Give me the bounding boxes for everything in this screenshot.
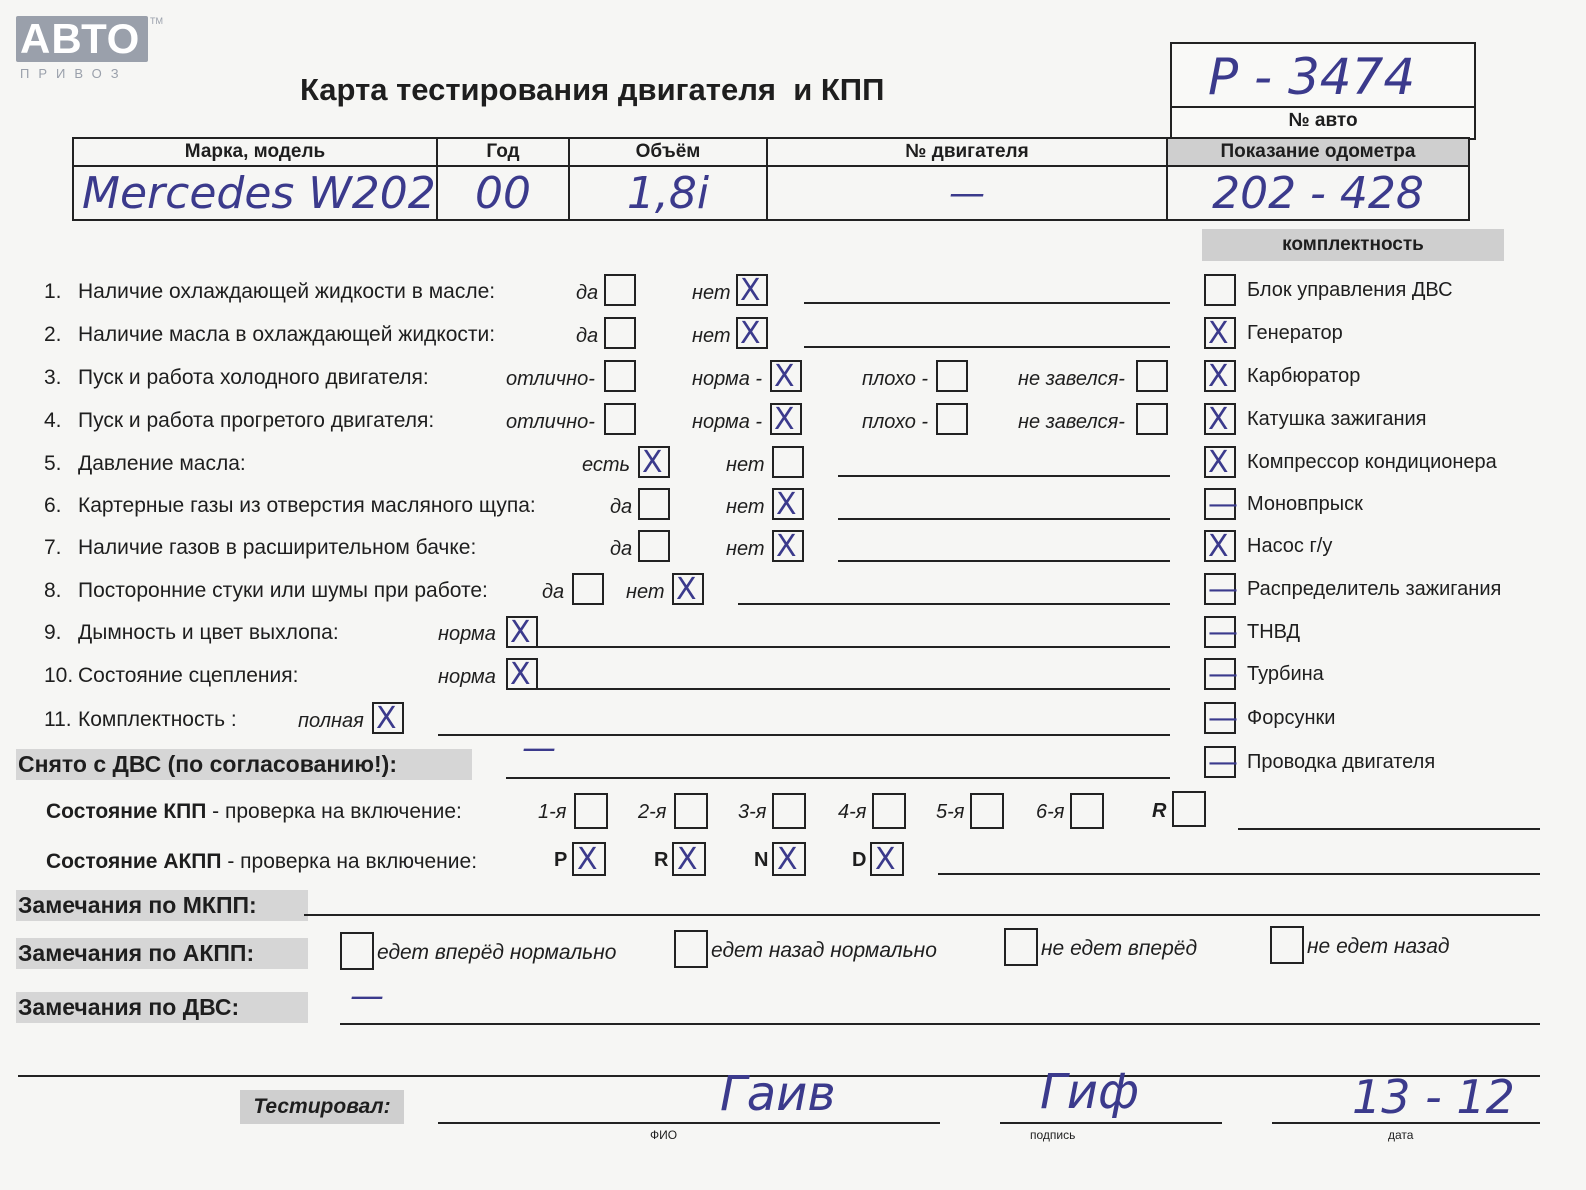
remarks-mkpp-label: Замечания по МКПП:: [16, 890, 308, 921]
tested-date-caption: дата: [1388, 1128, 1414, 1142]
q7-no-checkbox[interactable]: X: [772, 530, 804, 562]
kpp-gear-3-checkbox[interactable]: [772, 793, 806, 829]
q4-text: Пуск и работа прогретого двигателя:: [78, 409, 435, 432]
kpp-gear-5-label: 5-я: [936, 801, 965, 823]
q3-opt-bad-label: плохо -: [862, 368, 929, 390]
value-engine-number[interactable]: —: [767, 166, 1167, 220]
q2-note-line: [804, 346, 1170, 348]
q8-no-checkbox[interactable]: X: [672, 573, 704, 605]
komplekt-2-label: Генератор: [1247, 322, 1343, 344]
komplekt-3-checkbox[interactable]: X: [1204, 360, 1236, 392]
q7-text: Наличие газов в расширительном бачке:: [78, 536, 477, 559]
q8-yes-checkbox[interactable]: [572, 573, 604, 605]
akpp-label: Состояние АКПП - проверка на включение:: [46, 850, 478, 873]
logo-main: АВТО: [16, 16, 148, 62]
akpp-n-label: N: [754, 849, 769, 871]
remarks-akpp-label: Замечания по АКПП:: [16, 938, 308, 969]
kpp-gear-2-checkbox[interactable]: [674, 793, 708, 829]
q10-opt-normal-label: норма: [438, 666, 496, 688]
q3-bad-checkbox[interactable]: [936, 360, 968, 392]
auto-number-value: Р - 3474: [1208, 48, 1416, 106]
tested-label: Тестировал:: [240, 1090, 404, 1124]
komplekt-7-label: Насос г/у: [1247, 535, 1333, 557]
akpp-remark-3-label: не едет вперёд: [1041, 937, 1198, 960]
akpp-p-checkbox[interactable]: X: [572, 842, 606, 876]
tested-sign-line: [1000, 1122, 1222, 1124]
q11-full-checkbox[interactable]: X: [372, 702, 404, 734]
komplekt-9-checkbox[interactable]: —: [1204, 616, 1236, 648]
q8-opt-no-label: нет: [626, 581, 665, 603]
kpp-gear-1-checkbox[interactable]: [574, 793, 608, 829]
kpp-gear-6-checkbox[interactable]: [1070, 793, 1104, 829]
tested-fio-caption: ФИО: [650, 1128, 678, 1142]
removed-label: Снято с ДВС (по согласованию!):: [16, 749, 472, 780]
q3-text: Пуск и работа холодного двигателя:: [78, 366, 429, 389]
q9-normal-checkbox[interactable]: X: [506, 616, 538, 648]
q2-opt-no-label: нет: [692, 325, 731, 347]
akpp-remark-4-label: не едет назад: [1307, 935, 1450, 958]
kpp-gear-2-label: 2-я: [638, 801, 667, 823]
q9-text: Дымность и цвет выхлопа:: [78, 621, 339, 644]
komplekt-12-label: Проводка двигателя: [1247, 751, 1436, 773]
kpp-gear-4-checkbox[interactable]: [872, 793, 906, 829]
remarks-mkpp-line: [304, 914, 1540, 916]
komplekt-4-checkbox[interactable]: X: [1204, 403, 1236, 435]
q7-note-line: [838, 560, 1170, 562]
komplekt-9-label: ТНВД: [1247, 621, 1301, 643]
vehicle-header-table: [72, 137, 1470, 221]
q1-text: Наличие охлаждающей жидкости в масле:: [78, 280, 496, 303]
akpp-r-label: R: [654, 849, 669, 871]
col-engine-number: № двигателя: [767, 138, 1167, 166]
tested-fio-line: [438, 1122, 940, 1124]
akpp-remark-4-checkbox[interactable]: [1270, 926, 1304, 964]
kpp-gear-3-label: 3-я: [738, 801, 767, 823]
q5-yes-checkbox[interactable]: X: [638, 446, 670, 478]
q3-opt-normal-label: норма -: [692, 368, 763, 390]
q5-opt-no-label: нет: [726, 454, 765, 476]
value-odometer[interactable]: 202 - 428: [1167, 166, 1469, 220]
akpp-d-label: D: [852, 849, 867, 871]
q1-no-checkbox[interactable]: X: [736, 274, 768, 306]
q6-text: Картерные газы из отверстия масляного щупа:: [78, 494, 536, 517]
q9-note-line: [538, 646, 1170, 648]
removed-value: —: [522, 728, 556, 768]
q7-opt-no-label: нет: [726, 538, 765, 560]
q9-num: 9.: [44, 621, 62, 644]
q10-text: Состояние сцепления:: [78, 664, 299, 687]
akpp-remark-1-checkbox[interactable]: [340, 932, 374, 970]
kpp-gear-r-label: R: [1152, 800, 1167, 822]
logo-tm: TM: [150, 16, 163, 26]
q1-note-line: [804, 302, 1170, 304]
col-year: Год: [437, 138, 569, 166]
q6-note-line: [838, 518, 1170, 520]
komplekt-5-label: Компрессор кондиционера: [1247, 451, 1497, 473]
q4-excellent-checkbox[interactable]: [604, 403, 636, 435]
q6-opt-yes-label: да: [610, 496, 633, 518]
tested-date-line: [1272, 1122, 1540, 1124]
q4-opt-bad-label: плохо -: [862, 411, 929, 433]
q3-num: 3.: [44, 366, 62, 389]
q4-opt-normal-label: норма -: [692, 411, 763, 433]
page-title: Карта тестирования двигателя и КПП: [300, 72, 885, 107]
kpp-line: [1238, 828, 1540, 830]
q5-num: 5.: [44, 452, 62, 475]
q4-bad-checkbox[interactable]: [936, 403, 968, 435]
komplekt-10-label: Турбина: [1247, 663, 1324, 685]
logo: [16, 15, 163, 81]
kpp-gear-1-label: 1-я: [538, 801, 567, 823]
value-volume[interactable]: 1,8i: [569, 166, 767, 220]
q5-note-line: [838, 475, 1170, 477]
q6-yes-checkbox[interactable]: [638, 488, 670, 520]
q8-note-line: [738, 603, 1170, 605]
tested-name: Гаив: [720, 1066, 836, 1122]
q3-opt-nostart-label: не завелся-: [1018, 368, 1125, 390]
q2-no-checkbox[interactable]: X: [736, 317, 768, 349]
komplekt-3-label: Карбюратор: [1247, 365, 1361, 387]
q1-num: 1.: [44, 280, 62, 303]
q1-opt-yes-label: да: [576, 282, 599, 304]
value-make-model[interactable]: Mercedes W202: [73, 166, 437, 220]
akpp-p-label: P: [554, 849, 568, 871]
akpp-d-checkbox[interactable]: X: [870, 842, 904, 876]
q10-num: 10.: [44, 664, 74, 687]
akpp-remark-2-checkbox[interactable]: [674, 930, 708, 968]
value-year[interactable]: 00: [437, 166, 569, 220]
q6-no-checkbox[interactable]: X: [772, 488, 804, 520]
q3-nostart-checkbox[interactable]: [1136, 360, 1168, 392]
q1-yes-checkbox[interactable]: [604, 274, 636, 306]
q3-excellent-checkbox[interactable]: [604, 360, 636, 392]
akpp-n-checkbox[interactable]: X: [772, 842, 806, 876]
q3-opt-excellent-label: отлично-: [506, 368, 595, 390]
akpp-line: [938, 873, 1540, 875]
komplekt-11-label: Форсунки: [1247, 707, 1336, 729]
q2-yes-checkbox[interactable]: [604, 317, 636, 349]
q4-opt-excellent-label: отлично-: [506, 411, 595, 433]
q3-normal-checkbox[interactable]: X: [770, 360, 802, 392]
komplekt-8-checkbox[interactable]: —: [1204, 573, 1236, 605]
akpp-remark-1-label: едет вперёд нормально: [377, 941, 617, 964]
komplekt-7-checkbox[interactable]: X: [1204, 530, 1236, 562]
q8-opt-yes-label: да: [542, 581, 565, 603]
q7-yes-checkbox[interactable]: [638, 530, 670, 562]
q6-opt-no-label: нет: [726, 496, 765, 518]
komplekt-6-label: Моновпрыск: [1247, 493, 1363, 515]
col-volume: Объём: [569, 138, 767, 166]
q11-text: Комплектность :: [78, 708, 237, 731]
q4-normal-checkbox[interactable]: X: [770, 403, 802, 435]
komplekt-1-checkbox[interactable]: [1204, 274, 1236, 306]
q2-num: 2.: [44, 323, 62, 346]
auto-number-box: [1170, 42, 1476, 140]
q11-opt-full-label: полная: [298, 710, 364, 732]
komplekt-8-label: Распределитель зажигания: [1247, 578, 1502, 600]
q2-text: Наличие масла в охлаждающей жидкости:: [78, 323, 496, 346]
q6-num: 6.: [44, 494, 62, 517]
kpp-gear-r-checkbox[interactable]: [1172, 791, 1206, 827]
q11-num: 11.: [44, 708, 72, 731]
komplekt-11-checkbox[interactable]: —: [1204, 702, 1236, 734]
q10-normal-checkbox[interactable]: X: [506, 658, 538, 690]
remarks-dvs-line: [340, 1023, 1540, 1025]
komplekt-2-checkbox[interactable]: X: [1204, 317, 1236, 349]
remarks-dvs-label: Замечания по ДВС:: [16, 992, 308, 1023]
komplekt-1-label: Блок управления ДВС: [1247, 279, 1453, 301]
kpp-label: Состояние КПП - проверка на включение:: [46, 800, 462, 823]
komplekt-12-checkbox[interactable]: —: [1204, 746, 1236, 778]
q1-opt-no-label: нет: [692, 282, 731, 304]
q5-opt-yes-label: есть: [582, 454, 631, 476]
col-odometer: Показание одометра: [1167, 138, 1469, 166]
q7-num: 7.: [44, 536, 62, 559]
tested-sign-caption: подпись: [1030, 1128, 1076, 1142]
komplekt-10-checkbox[interactable]: —: [1204, 658, 1236, 690]
removed-line: [506, 777, 1170, 779]
akpp-remark-3-checkbox[interactable]: [1004, 928, 1038, 966]
q7-opt-yes-label: да: [610, 538, 633, 560]
kpp-gear-5-checkbox[interactable]: [970, 793, 1004, 829]
q9-opt-normal-label: норма: [438, 623, 496, 645]
q10-note-line: [538, 688, 1170, 690]
kpp-gear-6-label: 6-я: [1036, 801, 1065, 823]
komplekt-title: комплектность: [1202, 229, 1504, 261]
kpp-gear-4-label: 4-я: [838, 801, 867, 823]
akpp-remark-2-label: едет назад нормально: [711, 939, 937, 962]
q5-text: Давление масла:: [78, 452, 246, 475]
komplekt-6-checkbox[interactable]: —: [1204, 488, 1236, 520]
logo-sub: ПРИВОЗ: [20, 66, 128, 81]
col-make-model: Марка, модель: [73, 138, 437, 166]
q4-num: 4.: [44, 409, 62, 432]
auto-number-label: № авто: [1288, 110, 1358, 131]
q8-num: 8.: [44, 579, 62, 602]
komplekt-4-label: Катушка зажигания: [1247, 408, 1427, 430]
komplekt-5-checkbox[interactable]: X: [1204, 446, 1236, 478]
remarks-dvs-value: —: [350, 976, 384, 1016]
q2-opt-yes-label: да: [576, 325, 599, 347]
q8-text: Посторонние стуки или шумы при работе:: [78, 579, 488, 602]
tested-date: 13 - 12: [1352, 1070, 1515, 1124]
q5-no-checkbox[interactable]: [772, 446, 804, 478]
tested-signature: Гиф: [1040, 1064, 1139, 1120]
q4-opt-nostart-label: не завелся-: [1018, 411, 1125, 433]
akpp-r-checkbox[interactable]: X: [672, 842, 706, 876]
q4-nostart-checkbox[interactable]: [1136, 403, 1168, 435]
